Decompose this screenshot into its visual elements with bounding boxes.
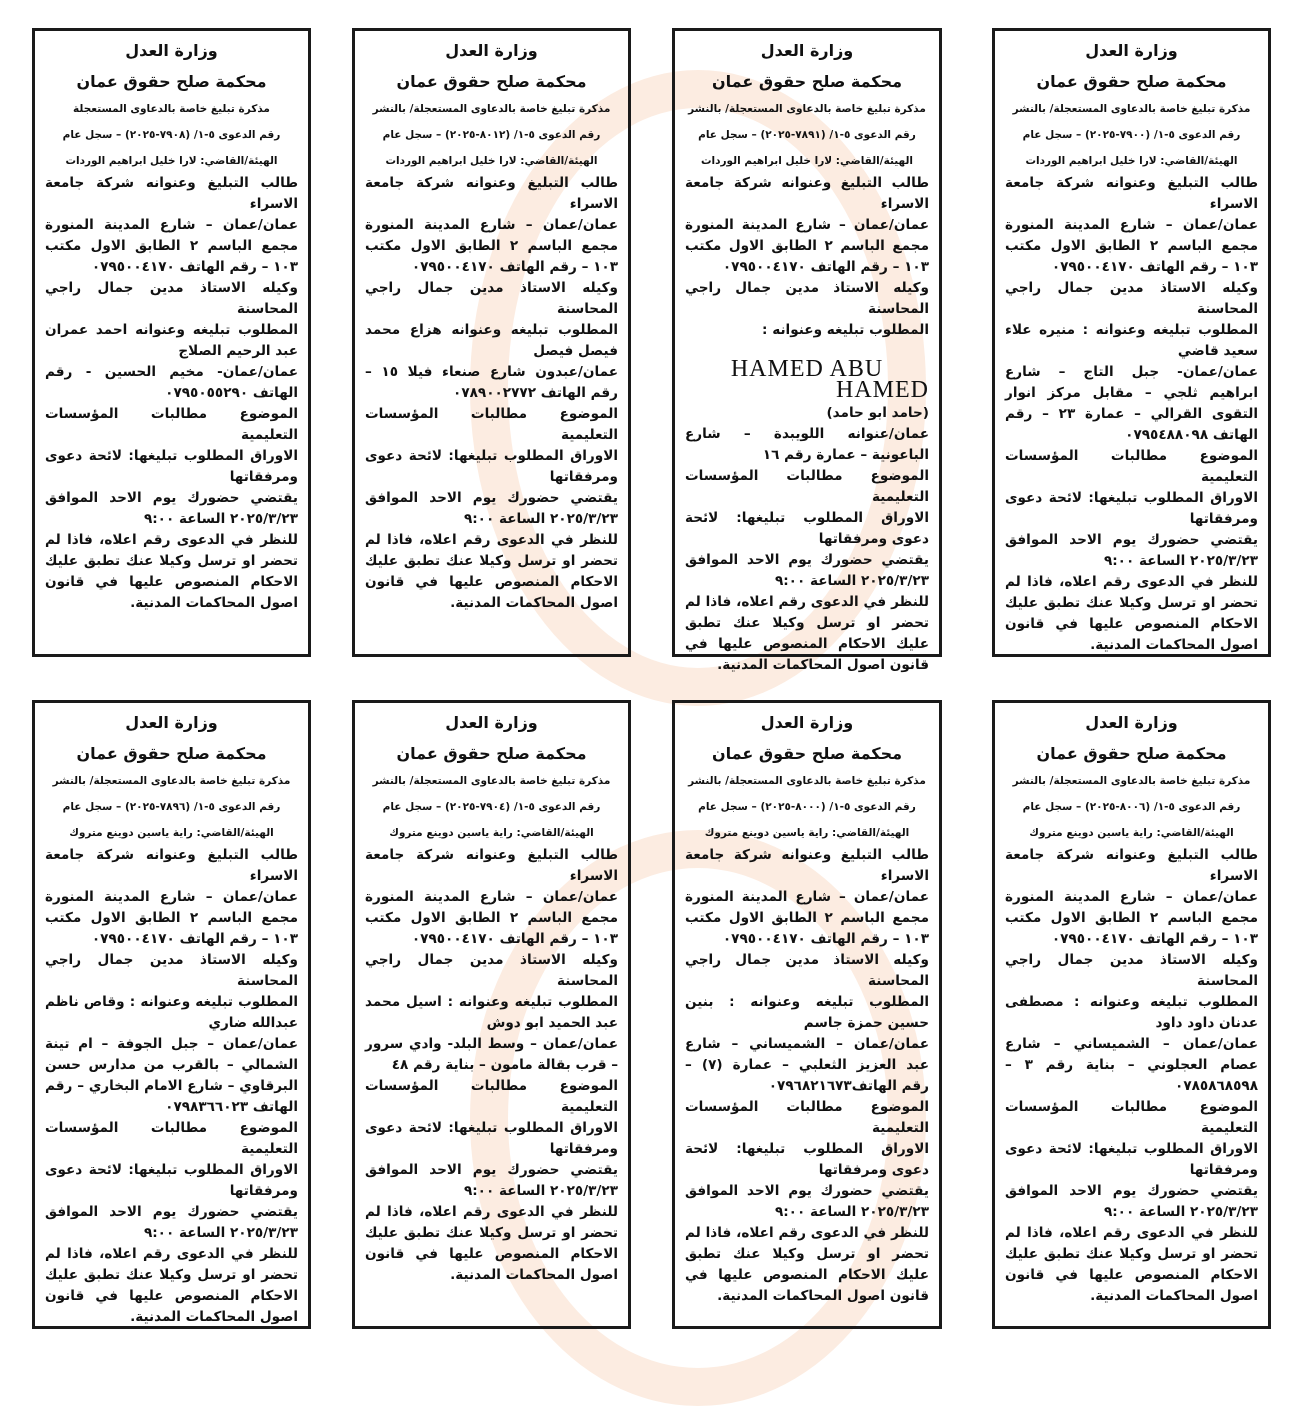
papers: الاوراق المطلوب تبليغها: لائحة دعوى ومرفقاتها (685, 1141, 929, 1178)
plaintiff: طالب التبليغ وعنوانه شركة جامعة الاسراء (685, 847, 929, 884)
case-number: رقم الدعوى ٥-١/ (٧٩٠٠-٢٠٢٥) – سجل عام (1022, 129, 1241, 141)
memo-type: مذكرة تبليغ خاصة بالدعاوى المستعجلة/ بالنشر (1012, 775, 1251, 787)
defendant-address: عمان/عنوانه اللويبدة – شارع الباعونية – عمارة رقم ١٦ (685, 426, 929, 463)
defendant: المطلوب تبليغه وعنوانه : (762, 322, 929, 338)
judge-name: الهيئة/القاضي: لارا خليل ابراهيم الوردات (700, 155, 914, 167)
warning: للنظر في الدعوى رقم اعلاه، فاذا لم تحضر او ترسل وكيلا عنك تطبق عليك الاحكام المنصوص عليها في قانون اصول المحاكمات المدنية. (365, 532, 618, 611)
subject: الموضوع مطالبات المؤسسات التعليمية (685, 1099, 929, 1136)
case-number: رقم الدعوى ٥-١/ (٧٩٠٤-٢٠٢٥) – سجل عام (382, 801, 601, 813)
ministry-title: وزارة العدل (760, 713, 854, 732)
subject: الموضوع مطالبات المؤسسات التعليمية (45, 406, 298, 443)
subject: الموضوع مطالبات المؤسسات التعليمية (365, 1078, 618, 1115)
attorney: وكيله الاستاذ مدين جمال راجي المحاسنة (45, 280, 298, 317)
court-title: محكمة صلح حقوق عمان (76, 72, 267, 91)
case-number: رقم الدعوى ٥-١/ (٨٠٠٠-٢٠٢٥) – سجل عام (698, 801, 916, 813)
court-title: محكمة صلح حقوق عمان (711, 744, 903, 763)
defendant: المطلوب تبليغه وعنوانه هزاع محمد فيصل فيصل (365, 322, 618, 359)
subject: الموضوع مطالبات المؤسسات التعليمية (1005, 1099, 1258, 1136)
plaintiff-address: عمان/عمان – شارع المدينة المنورة مجمع الباسم ٢ الطابق الاول مكتب ١٠٣ – رقم الهاتف ٠٧٩٥٠٠٤١٧٠ (685, 217, 930, 275)
judge-name: الهيئة/القاضي: لارا خليل ابراهيم الوردات (385, 155, 598, 167)
court-notice (992, 28, 1271, 657)
plaintiff: طالب التبليغ وعنوانه شركة جامعة الاسراء (1005, 175, 1258, 212)
plaintiff-address: عمان/عمان – شارع المدينة المنورة مجمع الباسم ٢ الطابق الاول مكتب ١٠٣ – رقم الهاتف ٠٧٩٥٠٠٤١٧٠ (45, 217, 298, 275)
defendant-address: عمان/عمان – الشميساني – شارع عبد العزيز الثعلبي – عمارة (٧) – رقم الهاتف٠٧٩٦٨٢١٦٧٣ (685, 1036, 929, 1094)
court-title: محكمة صلح حقوق عمان (1036, 744, 1227, 763)
defendant: المطلوب تبليغه وعنوانه احمد عمران عبد الرحيم الصلاج (45, 322, 298, 359)
hearing-date: يقتضي حضورك يوم الاحد الموافق ٢٠٢٥/٣/٢٣ الساعة ٩:٠٠ (685, 1183, 929, 1220)
warning: للنظر في الدعوى رقم اعلاه، فاذا لم تحضر او ترسل وكيلا عنك تطبق عليك الاحكام المنصوص عليها في قانون اصول المحاكمات المدنية. (1005, 574, 1258, 653)
warning: للنظر في الدعوى رقم اعلاه، فاذا لم تحضر او ترسل وكيلا عنك تطبق عليك الاحكام المنصوص عليها في قانون اصول المحاكمات المدنية. (685, 594, 929, 673)
judge-name: الهيئة/القاضي: لارا خليل ابراهيم الوردات (65, 155, 278, 167)
attorney: وكيله الاستاذ مدين جمال راجي المحاسنة (685, 280, 929, 317)
plaintiff: طالب التبليغ وعنوانه شركة جامعة الاسراء (45, 175, 298, 212)
court-title: محكمة صلح حقوق عمان (396, 72, 587, 91)
plaintiff: طالب التبليغ وعنوانه شركة جامعة الاسراء (365, 847, 618, 884)
papers: الاوراق المطلوب تبليغها: لائحة دعوى ومرفقاتها (365, 1120, 618, 1157)
papers: الاوراق المطلوب تبليغها: لائحة دعوى ومرفقاتها (45, 448, 298, 485)
court-notice (32, 28, 311, 657)
judge-name: الهيئة/القاضي: راية ياسين دوينع متروك (69, 827, 274, 839)
plaintiff: طالب التبليغ وعنوانه شركة جامعة الاسراء (685, 175, 929, 212)
court-title: محكمة صلح حقوق عمان (1036, 72, 1227, 91)
attorney: وكيله الاستاذ مدين جمال راجي المحاسنة (1005, 952, 1258, 989)
case-number: رقم الدعوى ٥-١/ (٧٨٩١-٢٠٢٥) – سجل عام (698, 129, 916, 141)
ministry-title: وزارة العدل (1085, 41, 1178, 60)
warning: للنظر في الدعوى رقم اعلاه، فاذا لم تحضر او ترسل وكيلا عنك تطبق عليك الاحكام المنصوص عليها في قانون اصول المحاكمات المدنية. (685, 1225, 929, 1304)
defendant: المطلوب تبليغه وعنوانه : بنين حسين حمزة جاسم (685, 994, 929, 1031)
warning: للنظر في الدعوى رقم اعلاه، فاذا لم تحضر او ترسل وكيلا عنك تطبق عليك الاحكام المنصوص عليها في قانون اصول المحاكمات المدنية. (45, 532, 298, 611)
case-number: رقم الدعوى ٥-١/ (٧٩٠٨-٢٠٢٥) – سجل عام (62, 129, 281, 141)
case-number: رقم الدعوى ٥-١/ (٧٨٩٦-٢٠٢٥) – سجل عام (62, 801, 281, 813)
case-number: رقم الدعوى ٥-١/ (٨٠١٢-٢٠٢٥) – سجل عام (382, 129, 601, 141)
papers: الاوراق المطلوب تبليغها: لائحة دعوى ومرفقاتها (1005, 1141, 1258, 1178)
warning: للنظر في الدعوى رقم اعلاه، فاذا لم تحضر او ترسل وكيلا عنك تطبق عليك الاحكام المنصوص عليها في قانون اصول المحاكمات المدنية. (1005, 1225, 1258, 1304)
defendant: المطلوب تبليغه وعنوانه : منيره علاء سعيد قاضي (1005, 322, 1258, 359)
defendant-address: عمان/عمان- مخيم الحسين - رقم الهاتف ٠٧٩٥٠٥٥٢٩٠ (45, 364, 298, 401)
ministry-title: وزارة العدل (445, 41, 538, 60)
ministry-title: وزارة العدل (760, 41, 854, 60)
defendant: المطلوب تبليغه وعنوانه : مصطفى عدنان داود داود (1005, 994, 1258, 1031)
court-title: محكمة صلح حقوق عمان (396, 744, 587, 763)
papers: الاوراق المطلوب تبليغها: لائحة دعوى ومرفقاتها (1005, 490, 1258, 527)
defendant-address: عمان/عمان – الشميساني – شارع عصام العجلوني – بناية رقم ٣ – ٠٧٨٥٨٦٨٥٩٨ (1005, 1036, 1258, 1094)
defendant-address: عمان/عمان – جبل الجوفة – ام تينة الشمالي – بالقرب من مدارس حسن البرقاوي – شارع الامام البخاري – رقم الهاتف ٠٧٩٨٣٦٦٠٢٣ (45, 1036, 298, 1115)
ministry-title: وزارة العدل (445, 713, 538, 732)
attorney: وكيله الاستاذ مدين جمال راجي المحاسنة (365, 280, 618, 317)
defendant-arabic-name: (حامد ابو حامد) (826, 405, 929, 421)
judge-name: الهيئة/القاضي: لارا خليل ابراهيم الوردات (1025, 155, 1238, 167)
plaintiff: طالب التبليغ وعنوانه شركة جامعة الاسراء (45, 847, 298, 884)
ministry-title: وزارة العدل (125, 713, 218, 732)
defendant-latin-name: HAMED ABU HAMED (730, 356, 929, 403)
judge-name: الهيئة/القاضي: راية ياسين دوينع متروك (1029, 827, 1234, 839)
plaintiff-address: عمان/عمان – شارع المدينة المنورة مجمع الباسم ٢ الطابق الاول مكتب ١٠٣ – رقم الهاتف ٠٧٩٥٠٠٤١٧٠ (1005, 217, 1258, 275)
papers: الاوراق المطلوب تبليغها: لائحة دعوى ومرفقاتها (365, 448, 618, 485)
defendant-address: عمان/عبدون شارع صنعاء فيلا ١٥ – رقم الهاتف ٠٧٨٩٠٠٢٧٧٢ (365, 364, 618, 401)
subject: الموضوع مطالبات المؤسسات التعليمية (685, 468, 929, 505)
plaintiff-address: عمان/عمان – شارع المدينة المنورة مجمع الباسم ٢ الطابق الاول مكتب ١٠٣ – رقم الهاتف ٠٧٩٥٠٠٤١٧٠ (45, 889, 298, 947)
subject: الموضوع مطالبات المؤسسات التعليمية (45, 1120, 298, 1157)
plaintiff-address: عمان/عمان – شارع المدينة المنورة مجمع الباسم ٢ الطابق الاول مكتب ١٠٣ – رقم الهاتف ٠٧٩٥٠٠٤١٧٠ (685, 889, 930, 947)
case-number: رقم الدعوى ٥-١/ (٨٠٠٦-٢٠٢٥) – سجل عام (1022, 801, 1241, 813)
papers: الاوراق المطلوب تبليغها: لائحة دعوى ومرفقاتها (45, 1162, 298, 1199)
attorney: وكيله الاستاذ مدين جمال راجي المحاسنة (1005, 280, 1258, 317)
defendant-address: عمان/عمان – وسط البلد- وادي سرور – قرب بقالة مامون – بناية رقم ٤٨ (365, 1036, 618, 1073)
defendant-address: عمان/عمان- جبل التاج – شارع ابراهيم ثلجي – مقابل مركز انوار التقوى القرالي – عمارة ٢٣ – رقم الهاتف ٠٧٩٥٤٨٨٠٩٨ (1005, 364, 1258, 443)
hearing-date: يقتضي حضورك يوم الاحد الموافق ٢٠٢٥/٣/٢٣ الساعة ٩:٠٠ (45, 490, 298, 527)
court-notice (672, 700, 942, 1329)
memo-type: مذكرة تبليغ خاصة بالدعاوى المستعجلة/ بالنشر (1012, 103, 1251, 115)
attorney: وكيله الاستاذ مدين جمال راجي المحاسنة (685, 952, 929, 989)
hearing-date: يقتضي حضورك يوم الاحد الموافق ٢٠٢٥/٣/٢٣ الساعة ٩:٠٠ (1005, 532, 1258, 569)
warning: للنظر في الدعوى رقم اعلاه، فاذا لم تحضر او ترسل وكيلا عنك تطبق عليك الاحكام المنصوص عليها في قانون اصول المحاكمات المدنية. (365, 1204, 618, 1283)
memo-type: مذكرة تبليغ خاصة بالدعاوى المستعجلة/ بالنشر (372, 775, 611, 787)
warning: للنظر في الدعوى رقم اعلاه، فاذا لم تحضر او ترسل وكيلا عنك تطبق عليك الاحكام المنصوص عليها في قانون اصول المحاكمات المدنية. (45, 1246, 298, 1325)
ministry-title: وزارة العدل (125, 41, 218, 60)
hearing-date: يقتضي حضورك يوم الاحد الموافق ٢٠٢٥/٣/٢٣ الساعة ٩:٠٠ (45, 1204, 298, 1241)
plaintiff: طالب التبليغ وعنوانه شركة جامعة الاسراء (365, 175, 618, 212)
memo-type: مذكرة تبليغ خاصة بالدعاوى المستعجلة/ بالنشر (688, 103, 926, 115)
attorney: وكيله الاستاذ مدين جمال راجي المحاسنة (365, 952, 618, 989)
papers: الاوراق المطلوب تبليغها: لائحة دعوى ومرفقاتها (685, 510, 929, 547)
memo-type: مذكرة تبليغ خاصة بالدعاوى المستعجلة (73, 103, 270, 115)
court-notice (352, 28, 631, 657)
court-notice (992, 700, 1271, 1329)
judge-name: الهيئة/القاضي: راية ياسين دوينع متروك (389, 827, 594, 839)
court-title: محكمة صلح حقوق عمان (711, 72, 903, 91)
memo-type: مذكرة تبليغ خاصة بالدعاوى المستعجلة/ بالنشر (372, 103, 611, 115)
court-notice (672, 28, 942, 673)
hearing-date: يقتضي حضورك يوم الاحد الموافق ٢٠٢٥/٣/٢٣ الساعة ٩:٠٠ (365, 490, 618, 527)
court-notice (352, 700, 631, 1329)
defendant: المطلوب تبليغه وعنوانه : وقاص ناظم عبدالله ضاري (45, 994, 298, 1031)
memo-type: مذكرة تبليغ خاصة بالدعاوى المستعجلة/ بالنشر (52, 775, 291, 787)
court-notice (32, 700, 311, 1329)
subject: الموضوع مطالبات المؤسسات التعليمية (365, 406, 618, 443)
plaintiff-address: عمان/عمان – شارع المدينة المنورة مجمع الباسم ٢ الطابق الاول مكتب ١٠٣ – رقم الهاتف ٠٧٩٥٠٠٤١٧٠ (365, 889, 618, 947)
judge-name: الهيئة/القاضي: راية ياسين دوينع متروك (704, 827, 910, 839)
hearing-date: يقتضي حضورك يوم الاحد الموافق ٢٠٢٥/٣/٢٣ الساعة ٩:٠٠ (685, 552, 929, 589)
defendant: المطلوب تبليغه وعنوانه : اسيل محمد عبد الحميد ابو دوش (365, 994, 618, 1031)
ministry-title: وزارة العدل (1085, 713, 1178, 732)
hearing-date: يقتضي حضورك يوم الاحد الموافق ٢٠٢٥/٣/٢٣ الساعة ٩:٠٠ (1005, 1183, 1258, 1220)
attorney: وكيله الاستاذ مدين جمال راجي المحاسنة (45, 952, 298, 989)
subject: الموضوع مطالبات المؤسسات التعليمية (1005, 448, 1258, 485)
plaintiff-address: عمان/عمان – شارع المدينة المنورة مجمع الباسم ٢ الطابق الاول مكتب ١٠٣ – رقم الهاتف ٠٧٩٥٠٠٤١٧٠ (1005, 889, 1258, 947)
court-title: محكمة صلح حقوق عمان (76, 744, 267, 763)
hearing-date: يقتضي حضورك يوم الاحد الموافق ٢٠٢٥/٣/٢٣ الساعة ٩:٠٠ (365, 1162, 618, 1199)
plaintiff: طالب التبليغ وعنوانه شركة جامعة الاسراء (1005, 847, 1258, 884)
plaintiff-address: عمان/عمان – شارع المدينة المنورة مجمع الباسم ٢ الطابق الاول مكتب ١٠٣ – رقم الهاتف ٠٧٩٥٠٠٤١٧٠ (365, 217, 618, 275)
memo-type: مذكرة تبليغ خاصة بالدعاوى المستعجلة/ بالنشر (688, 775, 926, 787)
